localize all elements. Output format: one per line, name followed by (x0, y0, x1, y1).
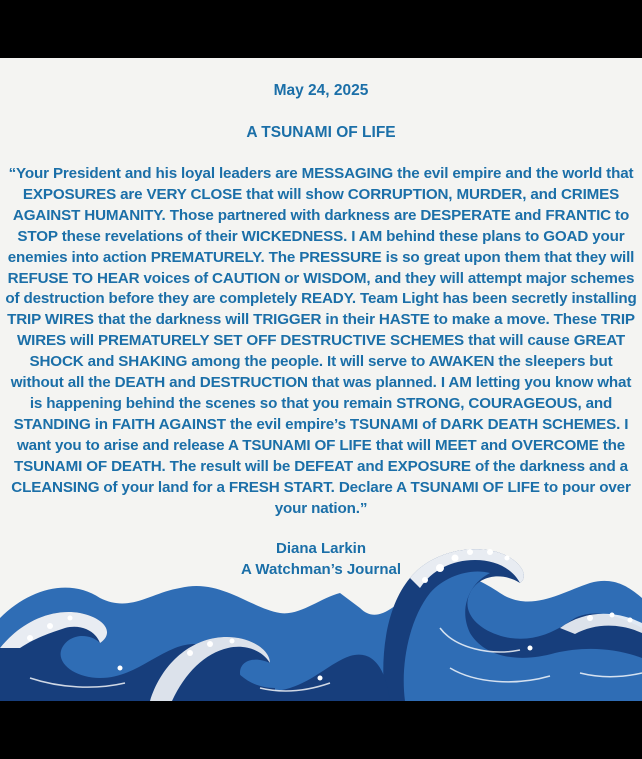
entry-date: May 24, 2025 (273, 82, 369, 99)
source-name: A Watchman’s Journal (240, 561, 402, 578)
entry-message: “Your President and his loyal leaders are MESSAGING the evil empire and the world that EXPOSURES are VERY CLOSE that will show CORRUPTION, MURDER, and CRIMES AGAINST HUMANITY. Those partnered with darkness are DESPERATE and FRANTIC to STOP these revelations of their WICKEDNESS. I AM behind these plans to GOAD your enemies into action PREMATURELY. The PRESSURE is so great upon them that they will REFUSE TO HEAR voices of CAUTION or WISDOM, and they will attempt major schemes of destruction before they are completely READY. Team Light has been secretly installing TRIP WIRES that the darkness will TRIGGER in their HASTE to make a move. These TRIP WIRES will PREMATURELY SET OFF DESTRUCTIVE SCHEMES that will cause GREAT SHOCK and SHAKING among the people. It will serve to AWAKEN the sleepers but without all the DEATH and DESTRUCTION that was planned. I AM letting you know what is happening behind the scenes so that you remain STRONG, COURAGEOUS, and STANDING in FAITH AGAINST the evil empire’s TSUNAMI of DARK DEATH SCHEMES. I want you to arise and release A TSUNAMI OF LIFE that will MEET and OVERCOME the TSUNAMI OF DEATH. The result will be DEFEAT and EXPOSURE of the darkness and a CLEANSING of your land for a FRESH START. Declare A TSUNAMI OF LIFE to pour over your nation.” (5, 165, 637, 517)
entry-title: A TSUNAMI OF LIFE (246, 124, 396, 141)
author-name: Diana Larkin (275, 540, 367, 557)
journal-card (0, 58, 642, 701)
